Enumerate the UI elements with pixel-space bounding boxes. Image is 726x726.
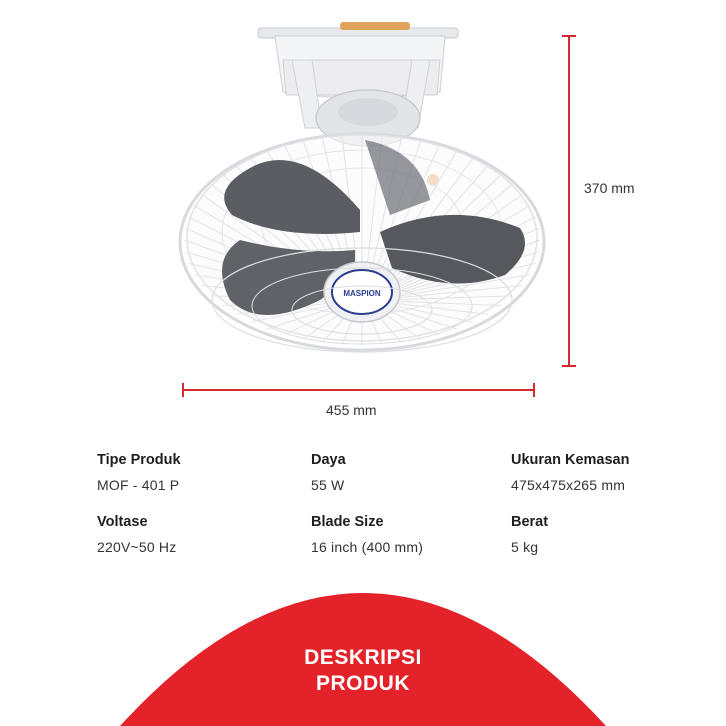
spec-value: 220V~50 Hz [97,539,177,555]
spec-daya [311,452,346,493]
spec-label: Daya [311,452,346,468]
spec-tipe-produk [97,452,181,493]
description-heading [0,645,726,697]
spec-label: Ukuran Kemasan [511,452,630,468]
spec-label: Berat [511,514,549,530]
width-dimension [183,383,534,397]
spec-value: 55 W [311,477,345,493]
spec-label: Blade Size [311,514,384,530]
spec-berat [511,514,548,555]
spec-value: 16 inch (400 mm) [311,539,424,555]
spec-value: 5 kg [511,539,539,555]
spec-value: MOF - 401 P [97,477,180,493]
spec-label: Tipe Produk [97,452,181,468]
spec-label: Voltase [97,514,148,530]
description-line-1: DESKRIPSI [304,646,422,669]
width-label: 455 mm [326,402,377,418]
spec-ukuran-kemasan [511,452,629,493]
spec-blade-size [311,514,423,555]
spec-voltase [97,514,176,555]
fan-image [180,22,544,352]
height-label: 370 mm [584,180,635,196]
spec-value: 475x475x265 mm [511,477,626,493]
description-line-2: PRODUK [315,672,410,695]
brand-logo: MASPION [343,289,381,298]
height-dimension [562,36,576,366]
